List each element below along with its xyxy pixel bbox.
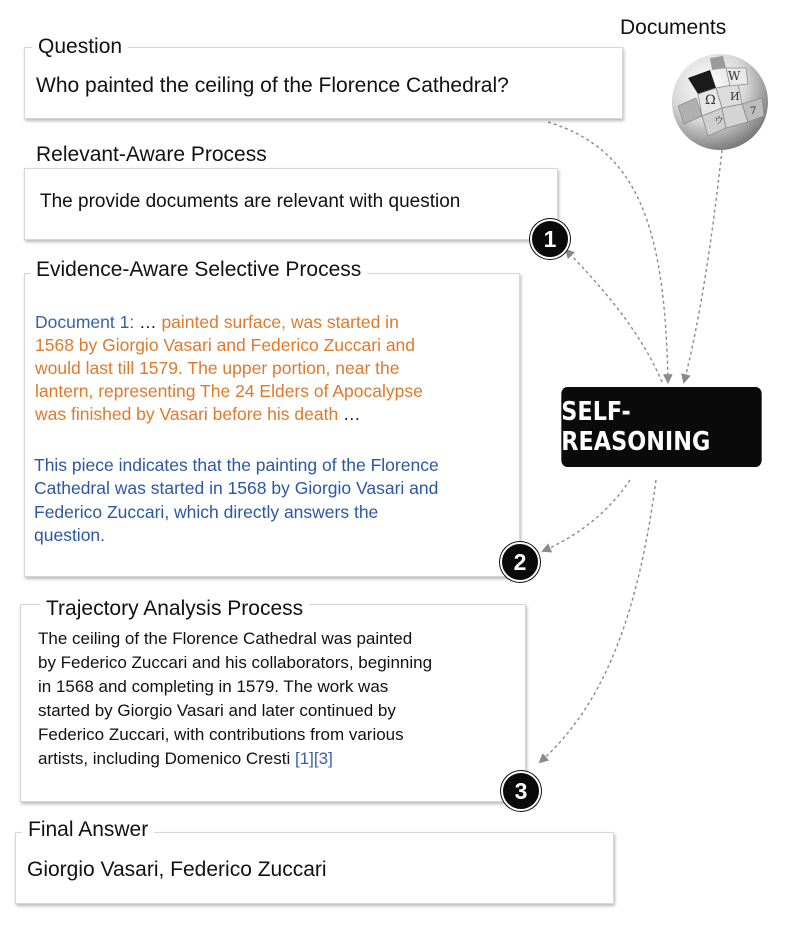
- evidence-quote-text: was finished by Vasari before his death: [35, 404, 339, 424]
- trajectory-line: artists, including Domenico Cresti: [38, 749, 291, 768]
- citation-link[interactable]: [1][3]: [295, 749, 333, 768]
- svg-text:ウ: ウ: [714, 116, 724, 127]
- arrow-self-reasoning-to-step2: [543, 480, 630, 551]
- evidence-analysis-line: Cathedral was started in 1568 by Giorgio Vasari and: [34, 478, 439, 498]
- evidence-label: Evidence-Aware Selective Process: [30, 258, 367, 282]
- evidence-quote-line-0: [35, 312, 399, 333]
- evidence-quote-line: would last till 1579. The upper portion, near the: [35, 358, 400, 378]
- svg-text:И: И: [730, 90, 740, 103]
- trajectory-line: by Federico Zuccari and his collaborators, beginning: [38, 653, 433, 672]
- trajectory-label: Trajectory Analysis Process: [40, 597, 309, 621]
- svg-text:W: W: [728, 69, 741, 83]
- svg-text:7: 7: [750, 106, 757, 117]
- arrow-self-reasoning-to-step1: [566, 250, 662, 382]
- trajectory-line: in 1568 and completing in 1579. The work was: [38, 677, 389, 696]
- evidence-doc-prefix: Document 1:: [35, 312, 135, 332]
- evidence-analysis-line: question.: [34, 525, 106, 545]
- final-answer-text: Giorgio Vasari, Federico Zuccari: [27, 858, 327, 881]
- final-answer-label: Final Answer: [22, 818, 154, 842]
- arrow-question-to-self-reasoning: [548, 122, 668, 382]
- relevant-text: The provide documents are relevant with question: [40, 191, 461, 212]
- arrow-self-reasoning-to-step3: [540, 480, 656, 762]
- evidence-quote-line-last: [35, 404, 361, 425]
- documents-title: Documents: [620, 16, 727, 39]
- evidence-quote-text: painted surface, was started in: [161, 312, 399, 332]
- evidence-analysis-line: Federico Zuccari, which directly answers the: [34, 502, 379, 522]
- arrow-documents-to-self-reasoning: [684, 150, 722, 382]
- evidence-ellipsis-end: …: [338, 404, 361, 424]
- evidence-ellipsis-start: …: [134, 312, 162, 332]
- trajectory-line-last: [38, 749, 333, 769]
- trajectory-line: The ceiling of the Florence Cathedral was painted: [38, 629, 413, 648]
- question-text: Who painted the ceiling of the Florence Cathedral?: [36, 74, 509, 97]
- trajectory-line: Federico Zuccari, with contributions from various: [38, 725, 404, 744]
- svg-text:Ω: Ω: [705, 93, 716, 108]
- evidence-quote-line: 1568 by Giorgio Vasari and Federico Zuccari and: [35, 335, 416, 355]
- evidence-quote-line: lantern, representing The 24 Elders of Apocalypse: [35, 381, 423, 401]
- relevant-label: Relevant-Aware Process: [30, 143, 273, 167]
- trajectory-line: started by Giorgio Vasari and later continued by: [38, 701, 396, 720]
- evidence-analysis-line: This piece indicates that the painting of the Florence: [34, 455, 439, 475]
- self-reasoning-box: SELF-REASONING: [561, 387, 761, 467]
- step-1-badge: 1: [530, 219, 570, 259]
- wikipedia-globe-icon: [668, 48, 773, 153]
- step-2-badge: 2: [500, 542, 540, 582]
- step-3-badge: 3: [501, 771, 541, 811]
- question-label: Question: [32, 35, 128, 59]
